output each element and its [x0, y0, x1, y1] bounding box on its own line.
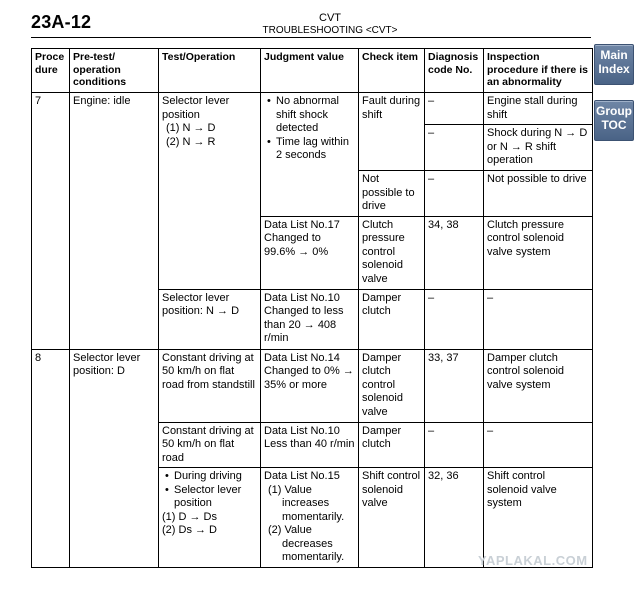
test-operation: • During driving • Selector lever position (1) D → Ds (2) Ds → D — [159, 468, 261, 568]
test-operation: Constant driving at 50 km/h on flat road — [159, 422, 261, 468]
check-item: Damper clutch control solenoid valve — [359, 349, 425, 422]
header-test-operation: Test/Operation — [159, 49, 261, 93]
judgment-value: Data List No.14 Changed to 0% → 35% or more — [261, 349, 359, 422]
troubleshooting-table — [31, 48, 593, 568]
procedure-number: 7 — [32, 93, 70, 350]
diagnosis-code: – — [425, 289, 484, 349]
check-item: Not possible to drive — [359, 171, 425, 217]
inspection-procedure: Not possible to drive — [484, 171, 593, 217]
diagnosis-code: 33, 37 — [425, 349, 484, 422]
inspection-procedure: Damper clutch control solenoid valve system — [484, 349, 593, 422]
test-operation: Selector lever position: N → D — [159, 289, 261, 349]
judgment-value: Data List No.17 Changed to 99.6% → 0% — [261, 216, 359, 289]
header-check-item: Check item — [359, 49, 425, 93]
check-item: Damper clutch — [359, 422, 425, 468]
section-subtitle: TROUBLESHOOTING <CVT> — [262, 25, 398, 36]
section-title: CVT — [319, 12, 341, 24]
main-index-line-2: Index — [598, 62, 630, 76]
main-index-line-1: Main — [600, 48, 628, 62]
check-item: Shift control solenoid valve — [359, 468, 425, 568]
header-pretest: Pre-test/ operation conditions — [70, 49, 159, 93]
judgment-value: Data List No.10 Less than 40 r/min — [261, 422, 359, 468]
procedure-number: 8 — [32, 349, 70, 567]
header-inspection-procedure: Inspection procedure if there is an abnormality — [484, 49, 593, 93]
table-row — [32, 349, 593, 422]
diagnosis-code: – — [425, 171, 484, 217]
inspection-procedure: – — [484, 422, 593, 468]
diagnosis-code: 32, 36 — [425, 468, 484, 568]
inspection-procedure: Shock during N → D or N → R shift operation — [484, 125, 593, 171]
diagnosis-code: 34, 38 — [425, 216, 484, 289]
check-item: Clutch pressure control solenoid valve — [359, 216, 425, 289]
inspection-procedure: Clutch pressure control solenoid valve system — [484, 216, 593, 289]
pretest-condition: Engine: idle — [70, 93, 159, 350]
watermark: YAPLAKAL.COM — [478, 553, 588, 568]
diagnosis-code: – — [425, 93, 484, 125]
header-procedure: Proce dure — [32, 49, 70, 93]
inspection-procedure: Shift control solenoid valve system — [484, 468, 593, 568]
inspection-procedure: Engine stall during shift — [484, 93, 593, 125]
group-toc-line-2: TOC — [601, 118, 627, 132]
judgment-value: Data List No.10 Changed to less than 20 → 408 r/min — [261, 289, 359, 349]
test-operation: Constant driving at 50 km/h on flat road from standstill — [159, 349, 261, 422]
header-diagnosis-code: Diagnosis code No. — [425, 49, 484, 93]
table-row — [32, 93, 593, 125]
main-index-button[interactable] — [594, 44, 634, 85]
test-operation: Selector lever position (1) N → D (2) N → R — [159, 93, 261, 290]
group-toc-line-1: Group — [596, 104, 632, 118]
pretest-condition: Selector lever position: D — [70, 349, 159, 567]
check-item: Damper clutch — [359, 289, 425, 349]
inspection-procedure: – — [484, 289, 593, 349]
diagnosis-code: – — [425, 422, 484, 468]
judgment-value: • No abnormal shift shock detected • Time lag within 2 seconds — [261, 93, 359, 217]
page-number: 23A-12 — [31, 12, 92, 32]
header-rule — [31, 37, 591, 38]
header-row — [32, 49, 593, 93]
group-toc-button[interactable] — [594, 100, 634, 141]
check-item: Fault during shift — [359, 93, 425, 171]
judgment-value: Data List No.15 (1) Value increases momentarily. (2) Value decreases momentarily. — [261, 468, 359, 568]
header-judgment-value: Judgment value — [261, 49, 359, 93]
diagnosis-code: – — [425, 125, 484, 171]
